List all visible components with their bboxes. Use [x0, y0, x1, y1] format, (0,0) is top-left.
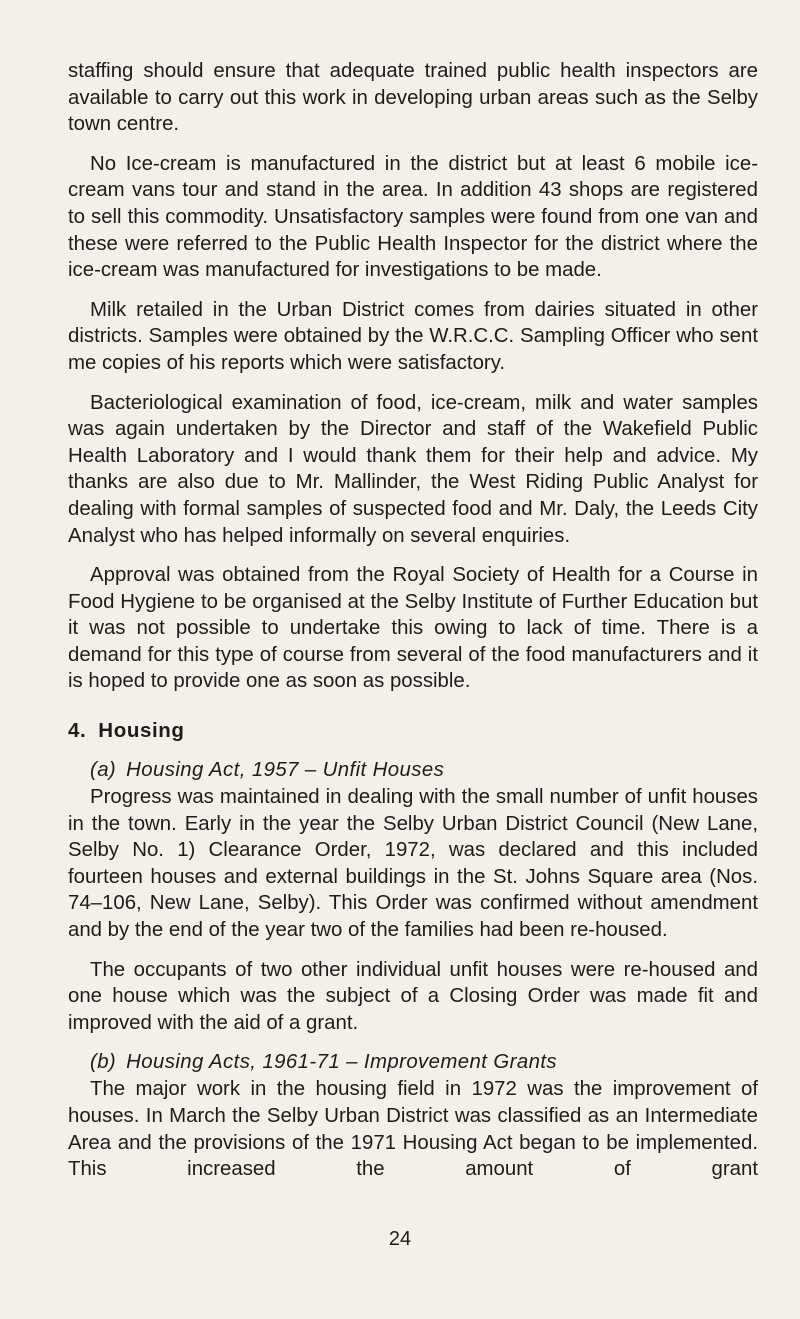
paragraph-milk: Milk retailed in the Urban District comes from dairies situated in other districts. Samples were obtained by the W.R.C.C. Sampling Officer who sent me copies of his reports which were satisfactory.	[68, 298, 758, 374]
subsection-heading-unfit-houses	[90, 757, 758, 784]
paragraph-individual-unfit-houses: The occupants of two other individual unfit houses were re-housed and one house which was the subject of a Closing Order was made fit and improved with the aid of a grant.	[68, 958, 758, 1034]
section-heading-housing	[68, 717, 758, 744]
section-number: 4.	[68, 719, 87, 743]
subsection-label: (a)	[90, 759, 117, 782]
subsection-title: Housing Acts, 1961-71 – Improvement Grants	[126, 1051, 557, 1074]
subsection-title: Housing Act, 1957 – Unfit Houses	[126, 759, 445, 782]
subsection-label: (b)	[90, 1051, 117, 1074]
paragraph-ice-cream: No Ice-cream is manufactured in the district but at least 6 mobile ice-cream vans tour and stand in the area. In addition 43 shops are registered to sell this commodity. Unsatisfactory samples were found from one van and these were referred to the Public Health Inspector for the district where the ice-cream was manufactured for investigations to be made.	[68, 152, 758, 282]
paragraph-food-hygiene-course: Approval was obtained from the Royal Society of Health for a Course in Food Hygiene to be organised at the Selby Institute of Further Education but it was not possible to undertake this owing to lack of time. There is a demand for this type of course from several of the food manufacturers and it is hoped to provide one as soon as possible.	[68, 564, 758, 693]
subsection-heading-improvement-grants	[90, 1049, 758, 1076]
document-page	[68, 58, 758, 1183]
paragraph-clearance-order: Progress was maintained in dealing with the small number of unfit houses in the town. Early in the year the Selby Urban District Council (New Lane, Selby No. 1) Clearance Order, 1972, was declared and this included fourteen houses and external buildings in the St. Johns Square area (Nos. 74–106, New Lane, Selby). This Order was confirmed without amendment and by the end of the year two of the families had been re-housed.	[68, 786, 758, 942]
paragraph-improvement-of-houses: The major work in the housing field in 1972 was the improvement of houses. In March the Selby Urban District was classified as an Intermediate Area and the provisions of the 1971 Housing Act began to be implemented. This increased the amount of grant	[68, 1078, 758, 1181]
section-title: Housing	[98, 719, 185, 743]
paragraph-bacteriological: Bacteriological examination of food, ice-cream, milk and water samples was again undertaken by the Director and staff of the Wakefield Public Health Laboratory and I would thank them for their help and advice. My thanks are also due to Mr. Mallinder, the West Riding Public Analyst for dealing with formal samples of suspected food and Mr. Daly, the Leeds City Analyst who has helped informally on several enquiries.	[68, 391, 758, 547]
paragraph-staffing: staffing should ensure that adequate trained public health inspectors are available to carry out this work in developing urban areas such as the Selby town centre.	[68, 60, 758, 136]
page-number: 24	[388, 1228, 412, 1250]
